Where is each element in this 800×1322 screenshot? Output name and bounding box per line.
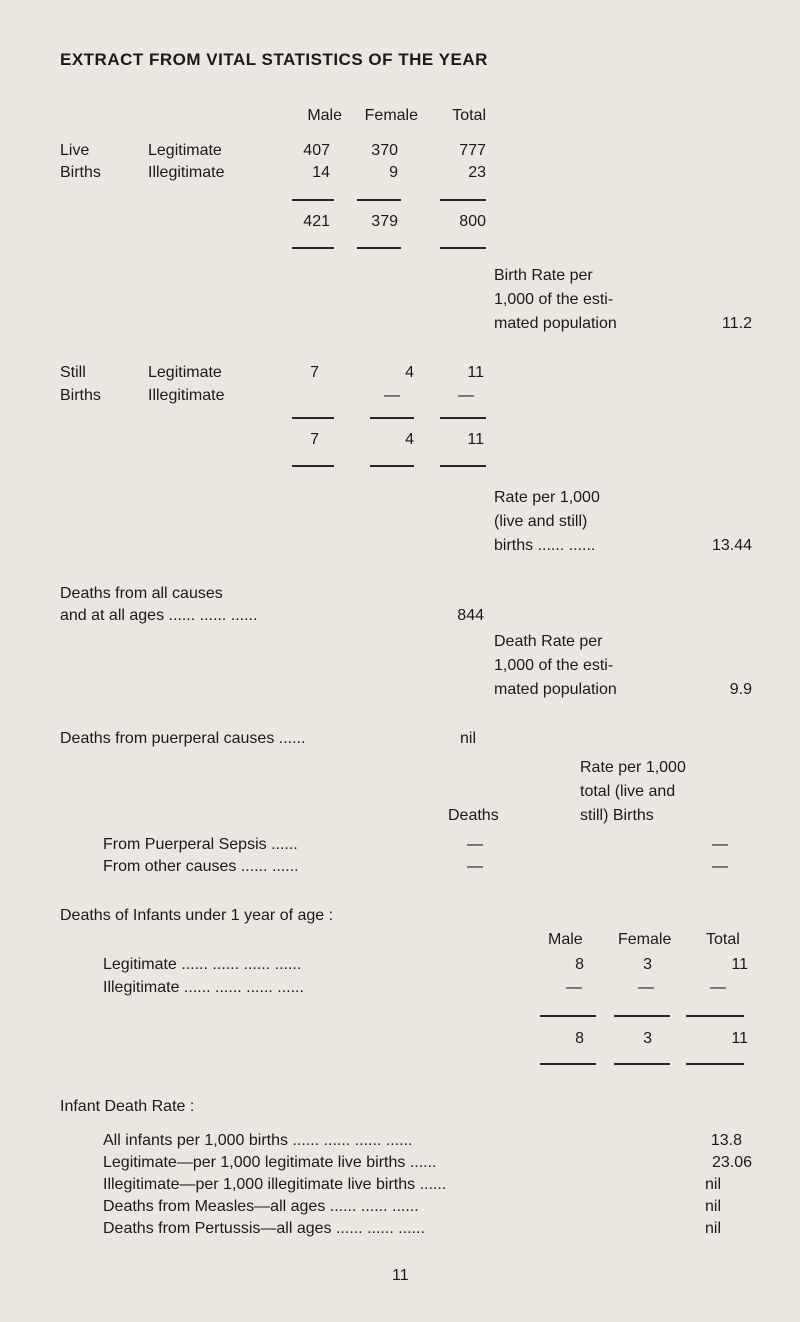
birth-rate-value: 11.2 bbox=[722, 315, 752, 332]
infant-illegit-female: — bbox=[638, 979, 654, 996]
puerperal-sepsis-deaths: — bbox=[467, 836, 483, 853]
live-illegit-female: 9 bbox=[389, 164, 398, 181]
puerperal-rate-header-3: still) Births bbox=[580, 807, 654, 824]
live-legit-male: 407 bbox=[303, 142, 330, 159]
divider bbox=[370, 465, 414, 467]
live-legitimate-label: Legitimate bbox=[148, 142, 222, 159]
divider bbox=[614, 1015, 670, 1017]
deaths-all-value: 844 bbox=[457, 607, 484, 624]
birth-rate-label-2: 1,000 of the esti- bbox=[494, 291, 614, 308]
puerperal-other-rate: — bbox=[712, 858, 728, 875]
infant-legit-female: 3 bbox=[643, 956, 652, 973]
puerperal-sepsis-label: From Puerperal Sepsis ...... bbox=[103, 836, 298, 853]
deaths-all-label-1: Deaths from all causes bbox=[60, 585, 223, 602]
live-illegit-male: 14 bbox=[312, 164, 330, 181]
puerperal-deaths-header: Deaths bbox=[448, 807, 499, 824]
still-illegit-female: — bbox=[384, 387, 400, 404]
header-female: Female bbox=[364, 107, 418, 124]
divider bbox=[440, 465, 486, 467]
infant-legit-male: 8 bbox=[575, 956, 584, 973]
divider bbox=[540, 1063, 596, 1065]
divider bbox=[614, 1063, 670, 1065]
infant-deaths-heading: Deaths of Infants under 1 year of age : bbox=[60, 907, 334, 924]
death-rate-label-3: mated population bbox=[494, 681, 617, 698]
live-legit-total: 777 bbox=[459, 142, 486, 159]
idr-row-label-legitimate: Legitimate—per 1,000 legitimate live births ...... bbox=[103, 1154, 437, 1171]
divider bbox=[357, 247, 401, 249]
still-rate-value: 13.44 bbox=[711, 537, 752, 554]
live-illegitimate-label: Illegitimate bbox=[148, 164, 225, 181]
still-rate-label-2: (live and still) bbox=[494, 513, 588, 530]
still-illegit-total: — bbox=[458, 387, 474, 404]
header-total: Total bbox=[452, 107, 486, 124]
puerperal-label: Deaths from puerperal causes ...... bbox=[60, 730, 306, 747]
infant-header-male: Male bbox=[548, 931, 583, 948]
divider bbox=[440, 417, 486, 419]
header-male: Male bbox=[307, 107, 342, 124]
idr-row-label-pertussis: Deaths from Pertussis—all ages ...... ...... ...... bbox=[103, 1220, 425, 1237]
still-total-total: 11 bbox=[467, 431, 484, 448]
divider bbox=[440, 199, 486, 201]
live-total-total: 800 bbox=[459, 213, 486, 230]
idr-row-value-illegitimate: nil bbox=[705, 1176, 722, 1193]
still-rate-label-1: Rate per 1,000 bbox=[494, 489, 600, 506]
idr-row-label-all: All infants per 1,000 births ...... ...... ...... ...... bbox=[103, 1132, 413, 1149]
puerperal-value: nil bbox=[460, 730, 477, 747]
still-label: Still bbox=[60, 364, 86, 381]
live-total-female: 379 bbox=[371, 213, 398, 230]
births-label: Births bbox=[60, 164, 101, 181]
infant-header-total: Total bbox=[706, 931, 740, 948]
still-illegitimate-label: Illegitimate bbox=[148, 387, 225, 404]
infant-total-female: 3 bbox=[643, 1030, 652, 1047]
puerperal-sepsis-rate: — bbox=[712, 836, 728, 853]
still-legit-female: 4 bbox=[405, 364, 414, 381]
birth-rate-label-1: Birth Rate per bbox=[494, 267, 593, 284]
live-illegit-total: 23 bbox=[468, 164, 486, 181]
idr-row-value-legitimate: 23.06 bbox=[711, 1154, 752, 1171]
puerperal-rate-header-2: total (live and bbox=[580, 783, 676, 800]
idr-row-label-measles: Deaths from Measles—all ages ...... ...... ...... bbox=[103, 1198, 419, 1215]
still-total-female: 4 bbox=[405, 431, 414, 448]
still-births-label: Births bbox=[60, 387, 101, 404]
puerperal-rate-header-1: Rate per 1,000 bbox=[580, 759, 686, 776]
infant-death-rate-heading: Infant Death Rate : bbox=[60, 1098, 195, 1115]
divider bbox=[357, 199, 401, 201]
infant-illegit-total: — bbox=[710, 979, 726, 996]
live-label: Live bbox=[60, 142, 90, 159]
still-legit-total: 11 bbox=[467, 364, 484, 381]
deaths-all-label-2: and at all ages ...... ...... ...... bbox=[60, 607, 258, 624]
infant-total-total: 11 bbox=[731, 1030, 748, 1047]
idr-row-value-measles: nil bbox=[705, 1198, 722, 1215]
birth-rate-label-3: mated population bbox=[494, 315, 617, 332]
live-total-male: 421 bbox=[303, 213, 330, 230]
infant-header-female: Female bbox=[618, 931, 672, 948]
infant-illegitimate-label: Illegitimate ...... ...... ...... ...... bbox=[103, 979, 304, 996]
idr-row-value-pertussis: nil bbox=[705, 1220, 722, 1237]
infant-legitimate-label: Legitimate ...... ...... ...... ...... bbox=[103, 956, 302, 973]
death-rate-label-2: 1,000 of the esti- bbox=[494, 657, 614, 674]
puerperal-other-label: From other causes ...... ...... bbox=[103, 858, 299, 875]
divider bbox=[292, 465, 334, 467]
still-legitimate-label: Legitimate bbox=[148, 364, 222, 381]
page-number: 11 bbox=[392, 1267, 409, 1284]
divider bbox=[686, 1015, 744, 1017]
divider bbox=[540, 1015, 596, 1017]
divider bbox=[292, 247, 334, 249]
live-legit-female: 370 bbox=[371, 142, 398, 159]
infant-total-male: 8 bbox=[575, 1030, 584, 1047]
divider bbox=[292, 199, 334, 201]
infant-illegit-male: — bbox=[566, 979, 582, 996]
death-rate-label-1: Death Rate per bbox=[494, 633, 603, 650]
divider bbox=[440, 247, 486, 249]
idr-row-label-illegitimate: Illegitimate—per 1,000 illegitimate live births ...... bbox=[103, 1176, 447, 1193]
puerperal-other-deaths: — bbox=[467, 858, 483, 875]
infant-legit-total: 11 bbox=[731, 956, 748, 973]
divider bbox=[370, 417, 414, 419]
still-total-male: 7 bbox=[310, 431, 319, 448]
divider bbox=[686, 1063, 744, 1065]
idr-row-value-all: 13.8 bbox=[710, 1132, 742, 1149]
still-rate-label-3: births ...... ...... bbox=[494, 537, 596, 554]
divider bbox=[292, 417, 334, 419]
page-title: EXTRACT FROM VITAL STATISTICS OF THE YEAR bbox=[60, 50, 488, 69]
death-rate-value: 9.9 bbox=[729, 681, 752, 698]
still-legit-male: 7 bbox=[310, 364, 319, 381]
